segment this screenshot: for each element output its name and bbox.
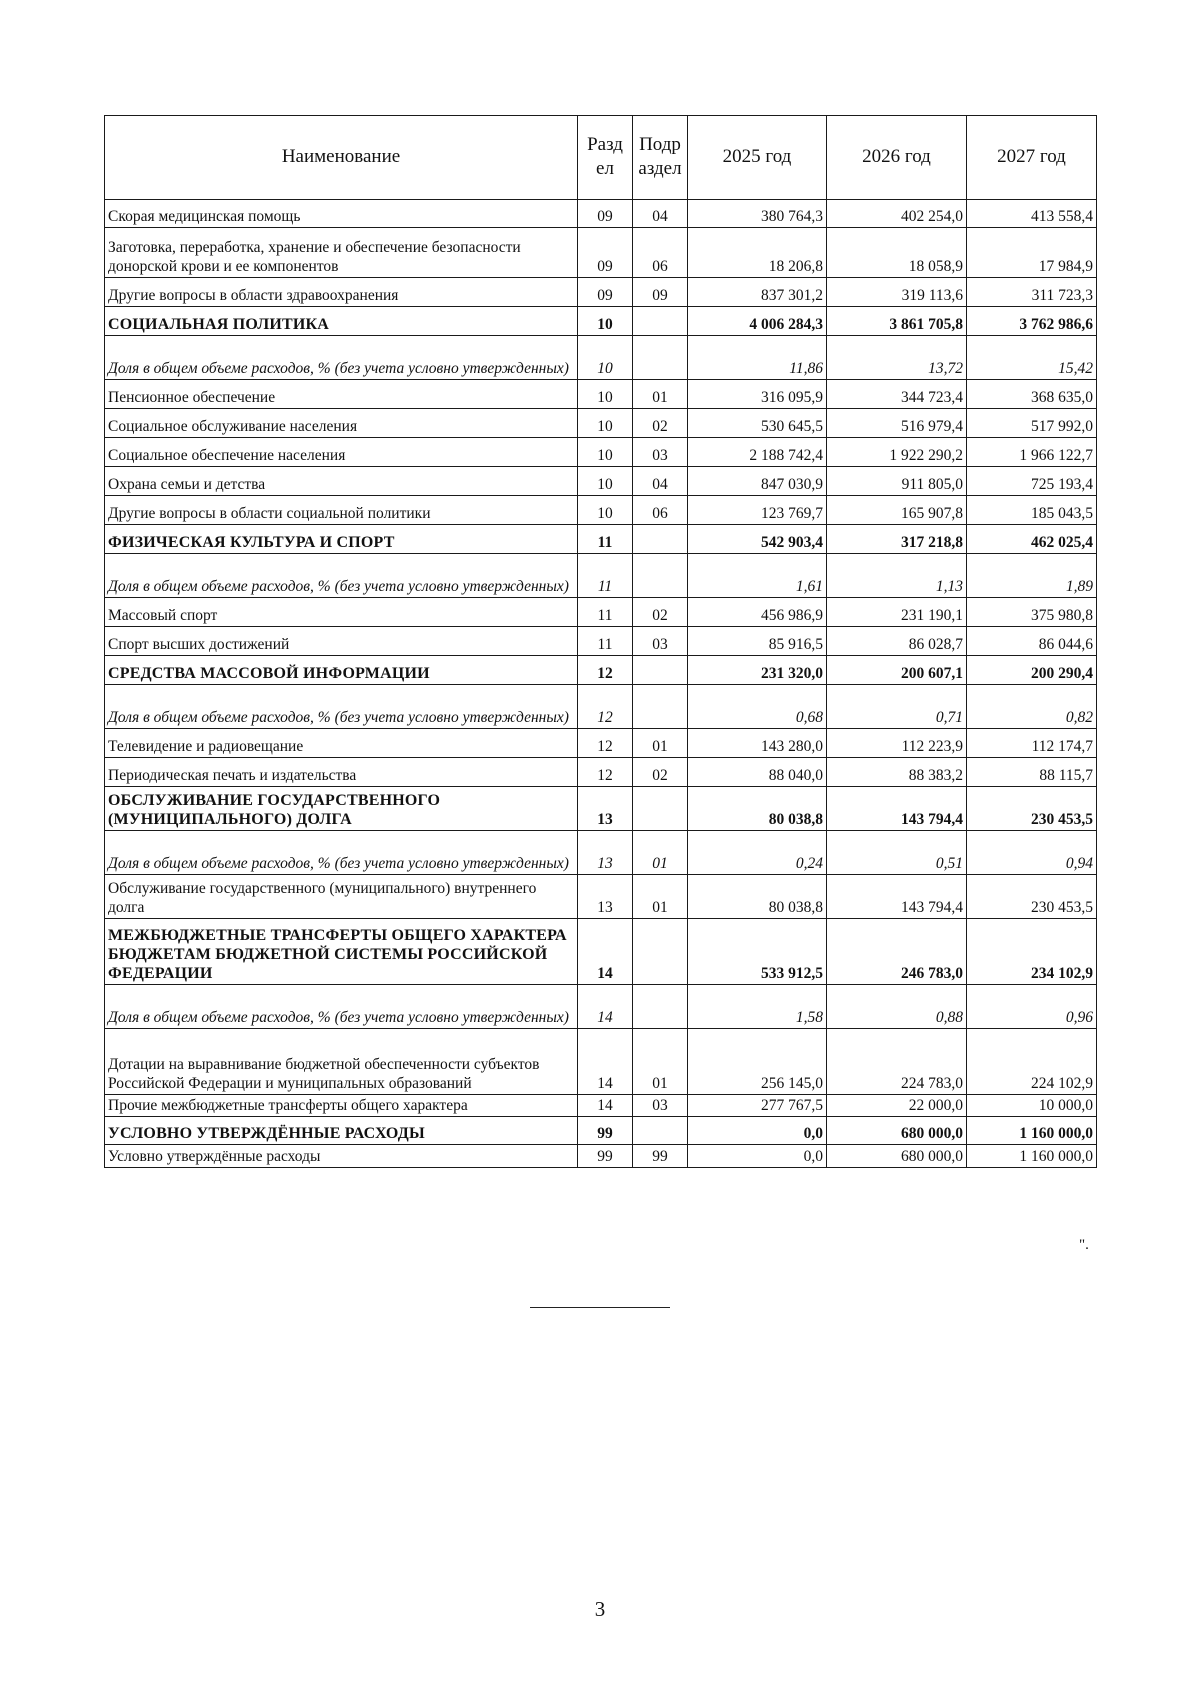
cell-section: 10	[578, 307, 633, 336]
cell-y2026: 246 783,0	[827, 919, 967, 985]
item-row	[105, 598, 1097, 627]
budget-table	[104, 115, 1097, 1168]
item-row	[105, 380, 1097, 409]
cell-subsection	[633, 685, 688, 729]
item-row	[105, 467, 1097, 496]
cell-y2027: 230 453,5	[967, 787, 1097, 831]
cell-subsection	[633, 336, 688, 380]
item-row	[105, 627, 1097, 656]
cell-name: УСЛОВНО УТВЕРЖДЁННЫЕ РАСХОДЫ	[105, 1117, 578, 1145]
section-row	[105, 919, 1097, 985]
cell-name: Условно утверждённые расходы	[105, 1145, 578, 1168]
cell-name: Телевидение и радиовещание	[105, 729, 578, 758]
cell-y2025: 456 986,9	[688, 598, 827, 627]
cell-y2025: 380 764,3	[688, 200, 827, 228]
cell-y2025: 4 006 284,3	[688, 307, 827, 336]
cell-name: ФИЗИЧЕСКАЯ КУЛЬТУРА И СПОРТ	[105, 525, 578, 554]
cell-y2025: 837 301,2	[688, 278, 827, 307]
cell-y2027: 725 193,4	[967, 467, 1097, 496]
cell-y2027: 368 635,0	[967, 380, 1097, 409]
item-row	[105, 438, 1097, 467]
cell-subsection: 01	[633, 1029, 688, 1095]
cell-subsection: 04	[633, 467, 688, 496]
cell-subsection	[633, 985, 688, 1029]
cell-section: 09	[578, 278, 633, 307]
cell-y2026: 319 113,6	[827, 278, 967, 307]
cell-name: Другие вопросы в области социальной политики	[105, 496, 578, 525]
cell-y2026: 112 223,9	[827, 729, 967, 758]
cell-y2027: 462 025,4	[967, 525, 1097, 554]
cell-y2026: 0,71	[827, 685, 967, 729]
table-body	[105, 200, 1097, 1168]
cell-y2025: 530 645,5	[688, 409, 827, 438]
cell-y2026: 317 218,8	[827, 525, 967, 554]
cell-name: Социальное обеспечение населения	[105, 438, 578, 467]
cell-y2025: 88 040,0	[688, 758, 827, 787]
cell-section: 09	[578, 228, 633, 278]
cell-subsection	[633, 787, 688, 831]
cell-y2025: 0,24	[688, 831, 827, 875]
cell-subsection	[633, 554, 688, 598]
cell-name: ОБСЛУЖИВАНИЕ ГОСУДАРСТВЕННОГО (МУНИЦИПАЛЬНОГО) ДОЛГА	[105, 787, 578, 831]
cell-y2026: 143 794,4	[827, 875, 967, 919]
cell-y2025: 123 769,7	[688, 496, 827, 525]
cell-section: 10	[578, 496, 633, 525]
cell-name: Доля в общем объеме расходов, % (без учета условно утвержденных)	[105, 685, 578, 729]
cell-y2025: 1,61	[688, 554, 827, 598]
cell-subsection: 04	[633, 200, 688, 228]
cell-section: 09	[578, 200, 633, 228]
cell-name: Заготовка, переработка, хранение и обеспечение безопасности донорской крови и ее компонентов	[105, 228, 578, 278]
item-row	[105, 1095, 1097, 1117]
cell-subsection: 02	[633, 598, 688, 627]
cell-y2025: 11,86	[688, 336, 827, 380]
item-row	[105, 409, 1097, 438]
item-row	[105, 875, 1097, 919]
cell-y2025: 2 188 742,4	[688, 438, 827, 467]
cell-y2025: 256 145,0	[688, 1029, 827, 1095]
cell-subsection: 09	[633, 278, 688, 307]
cell-y2027: 234 102,9	[967, 919, 1097, 985]
cell-y2027: 224 102,9	[967, 1029, 1097, 1095]
cell-subsection: 01	[633, 729, 688, 758]
item-row	[105, 200, 1097, 228]
cell-y2026: 200 607,1	[827, 656, 967, 685]
cell-name: Доля в общем объеме расходов, % (без учета условно утвержденных)	[105, 831, 578, 875]
cell-y2026: 224 783,0	[827, 1029, 967, 1095]
share-row	[105, 336, 1097, 380]
header-year-2025: 2025 год	[688, 116, 827, 200]
cell-y2027: 200 290,4	[967, 656, 1097, 685]
cell-y2027: 0,96	[967, 985, 1097, 1029]
cell-subsection	[633, 919, 688, 985]
cell-y2026: 1,13	[827, 554, 967, 598]
cell-y2026: 231 190,1	[827, 598, 967, 627]
cell-section: 10	[578, 438, 633, 467]
cell-subsection: 06	[633, 228, 688, 278]
cell-section: 14	[578, 1029, 633, 1095]
header-year-2026: 2026 год	[827, 116, 967, 200]
page-number: 3	[594, 1597, 606, 1621]
cell-y2027: 15,42	[967, 336, 1097, 380]
section-row	[105, 787, 1097, 831]
cell-y2025: 533 912,5	[688, 919, 827, 985]
cell-name: Другие вопросы в области здравоохранения	[105, 278, 578, 307]
section-row	[105, 525, 1097, 554]
cell-section: 14	[578, 919, 633, 985]
cell-section: 10	[578, 380, 633, 409]
header-name: Наименование	[105, 116, 578, 200]
cell-name: Охрана семьи и детства	[105, 467, 578, 496]
cell-y2027: 185 043,5	[967, 496, 1097, 525]
cell-name: Пенсионное обеспечение	[105, 380, 578, 409]
cell-y2026: 0,51	[827, 831, 967, 875]
cell-name: Массовый спорт	[105, 598, 578, 627]
cell-subsection: 02	[633, 409, 688, 438]
cell-name: Скорая медицинская помощь	[105, 200, 578, 228]
share-row	[105, 685, 1097, 729]
cell-subsection	[633, 525, 688, 554]
cell-y2026: 911 805,0	[827, 467, 967, 496]
cell-section: 13	[578, 875, 633, 919]
cell-name: Обслуживание государственного (муниципального) внутреннего долга	[105, 875, 578, 919]
cell-section: 14	[578, 1095, 633, 1117]
cell-section: 12	[578, 685, 633, 729]
cell-y2025: 542 903,4	[688, 525, 827, 554]
cell-section: 12	[578, 758, 633, 787]
cell-subsection: 99	[633, 1145, 688, 1168]
cell-name: Спорт высших достижений	[105, 627, 578, 656]
cell-y2025: 80 038,8	[688, 875, 827, 919]
item-row	[105, 278, 1097, 307]
share-row	[105, 554, 1097, 598]
cell-section: 11	[578, 554, 633, 598]
cell-name: Социальное обслуживание населения	[105, 409, 578, 438]
header-year-2027: 2027 год	[967, 116, 1097, 200]
item-row	[105, 758, 1097, 787]
cell-y2027: 517 992,0	[967, 409, 1097, 438]
cell-y2027: 3 762 986,6	[967, 307, 1097, 336]
cell-name: Доля в общем объеме расходов, % (без учета условно утвержденных)	[105, 985, 578, 1029]
cell-subsection: 03	[633, 1095, 688, 1117]
cell-y2027: 86 044,6	[967, 627, 1097, 656]
cell-y2025: 18 206,8	[688, 228, 827, 278]
cell-section: 10	[578, 409, 633, 438]
cell-y2027: 413 558,4	[967, 200, 1097, 228]
cell-y2027: 230 453,5	[967, 875, 1097, 919]
cell-y2026: 516 979,4	[827, 409, 967, 438]
cell-section: 11	[578, 627, 633, 656]
cell-name: Периодическая печать и издательства	[105, 758, 578, 787]
cell-y2027: 311 723,3	[967, 278, 1097, 307]
share-row	[105, 985, 1097, 1029]
cell-y2026: 0,88	[827, 985, 967, 1029]
cell-y2026: 680 000,0	[827, 1117, 967, 1145]
cell-y2025: 277 767,5	[688, 1095, 827, 1117]
cell-y2025: 80 038,8	[688, 787, 827, 831]
cell-y2026: 86 028,7	[827, 627, 967, 656]
cell-name: СРЕДСТВА МАССОВОЙ ИНФОРМАЦИИ	[105, 656, 578, 685]
cell-y2027: 17 984,9	[967, 228, 1097, 278]
cell-subsection: 03	[633, 438, 688, 467]
item-row	[105, 729, 1097, 758]
section-row	[105, 656, 1097, 685]
cell-section: 10	[578, 467, 633, 496]
cell-y2027: 112 174,7	[967, 729, 1097, 758]
cell-section: 13	[578, 831, 633, 875]
cell-subsection	[633, 656, 688, 685]
cell-subsection: 03	[633, 627, 688, 656]
cell-y2026: 88 383,2	[827, 758, 967, 787]
cell-y2026: 18 058,9	[827, 228, 967, 278]
cell-name: Доля в общем объеме расходов, % (без учета условно утвержденных)	[105, 554, 578, 598]
header-section: Разд ел	[578, 116, 633, 200]
cell-y2025: 0,68	[688, 685, 827, 729]
cell-y2025: 316 095,9	[688, 380, 827, 409]
cell-y2027: 1 160 000,0	[967, 1145, 1097, 1168]
item-row	[105, 228, 1097, 278]
cell-y2027: 375 980,8	[967, 598, 1097, 627]
header-subsection: Подр аздел	[633, 116, 688, 200]
table-header-row	[105, 116, 1097, 200]
cell-y2025: 1,58	[688, 985, 827, 1029]
end-divider	[530, 1307, 670, 1308]
cell-y2026: 13,72	[827, 336, 967, 380]
cell-y2027: 1 160 000,0	[967, 1117, 1097, 1145]
cell-section: 12	[578, 729, 633, 758]
share-row	[105, 831, 1097, 875]
cell-y2026: 165 907,8	[827, 496, 967, 525]
cell-y2025: 231 320,0	[688, 656, 827, 685]
section-row	[105, 307, 1097, 336]
cell-section: 13	[578, 787, 633, 831]
cell-y2026: 22 000,0	[827, 1095, 967, 1117]
cell-subsection: 01	[633, 831, 688, 875]
cell-y2025: 0,0	[688, 1117, 827, 1145]
cell-subsection	[633, 307, 688, 336]
cell-y2026: 680 000,0	[827, 1145, 967, 1168]
cell-name: СОЦИАЛЬНАЯ ПОЛИТИКА	[105, 307, 578, 336]
cell-section: 99	[578, 1117, 633, 1145]
cell-section: 99	[578, 1145, 633, 1168]
cell-section: 11	[578, 525, 633, 554]
cell-y2025: 85 916,5	[688, 627, 827, 656]
cell-y2027: 1,89	[967, 554, 1097, 598]
cell-subsection: 01	[633, 380, 688, 409]
cell-y2026: 402 254,0	[827, 200, 967, 228]
cell-subsection: 02	[633, 758, 688, 787]
cell-y2027: 0,82	[967, 685, 1097, 729]
cell-subsection	[633, 1117, 688, 1145]
cell-y2027: 1 966 122,7	[967, 438, 1097, 467]
cell-y2026: 1 922 290,2	[827, 438, 967, 467]
cell-section: 10	[578, 336, 633, 380]
item-row	[105, 1145, 1097, 1168]
cell-section: 14	[578, 985, 633, 1029]
cell-y2025: 0,0	[688, 1145, 827, 1168]
cell-y2026: 143 794,4	[827, 787, 967, 831]
cell-section: 11	[578, 598, 633, 627]
cell-name: МЕЖБЮДЖЕТНЫЕ ТРАНСФЕРТЫ ОБЩЕГО ХАРАКТЕРА БЮДЖЕТАМ БЮДЖЕТНОЙ СИСТЕМЫ РОССИЙСКОЙ ФЕДЕРАЦИИ	[105, 919, 578, 985]
cell-y2026: 3 861 705,8	[827, 307, 967, 336]
section-row	[105, 1117, 1097, 1145]
cell-y2027: 88 115,7	[967, 758, 1097, 787]
cell-y2026: 344 723,4	[827, 380, 967, 409]
cell-name: Дотации на выравнивание бюджетной обеспеченности субъектов Российской Федерации и муниципальных образований	[105, 1029, 578, 1095]
item-row	[105, 496, 1097, 525]
cell-section: 12	[578, 656, 633, 685]
item-row	[105, 1029, 1097, 1095]
cell-y2027: 0,94	[967, 831, 1097, 875]
cell-name: Прочие межбюджетные трансферты общего характера	[105, 1095, 578, 1117]
cell-subsection: 06	[633, 496, 688, 525]
cell-y2025: 143 280,0	[688, 729, 827, 758]
cell-y2025: 847 030,9	[688, 467, 827, 496]
cell-name: Доля в общем объеме расходов, % (без учета условно утвержденных)	[105, 336, 578, 380]
cell-y2027: 10 000,0	[967, 1095, 1097, 1117]
closing-quote: ".	[1079, 1237, 1089, 1253]
cell-subsection: 01	[633, 875, 688, 919]
